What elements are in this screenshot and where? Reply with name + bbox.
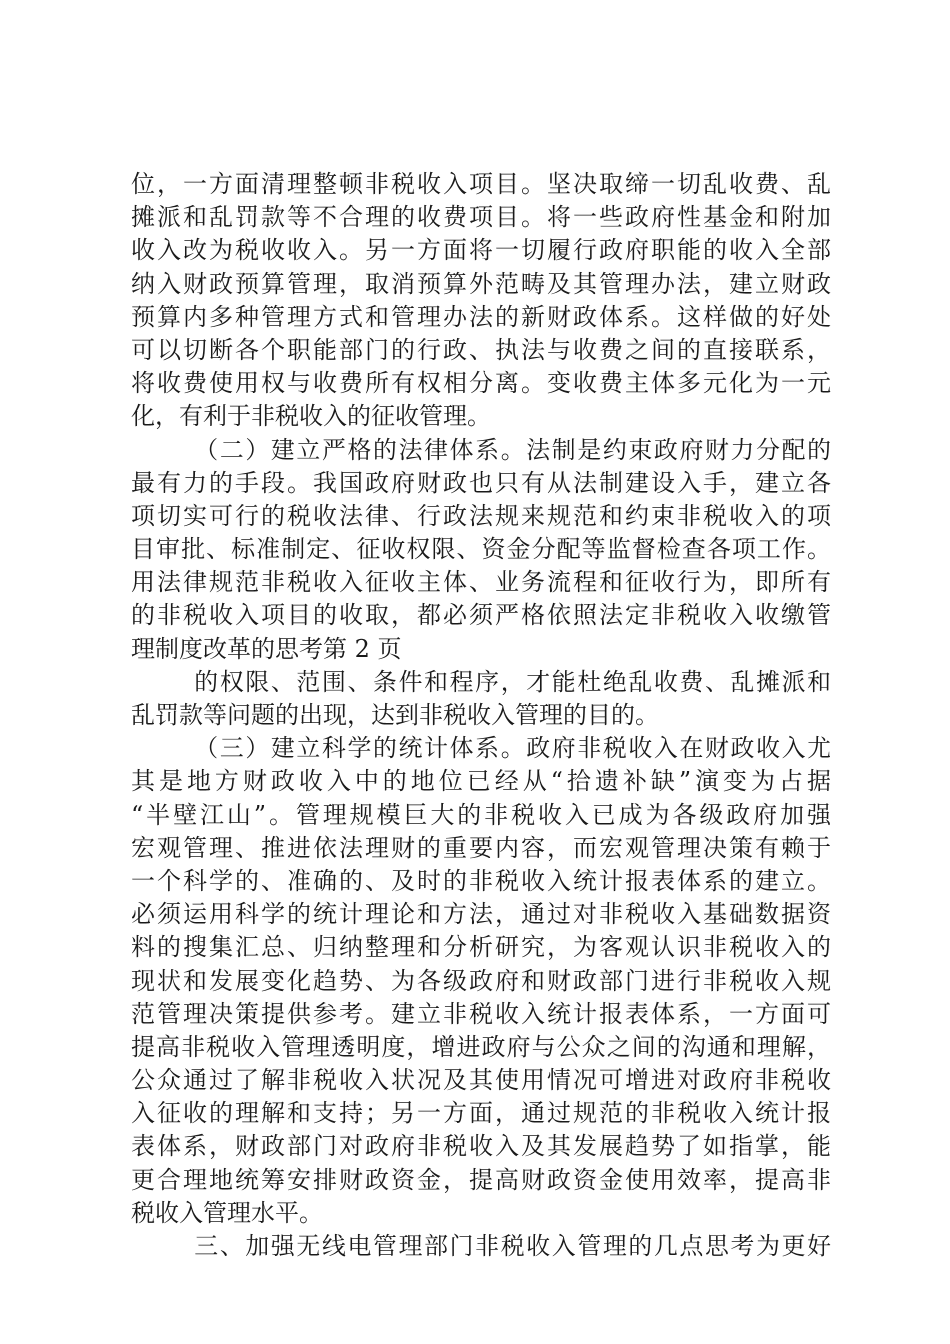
- text-line: 其是地方财政收入中的地位已经从“拾遗补缺”演变为占据: [131, 767, 831, 796]
- text-line: 的权限、范围、条件和程序，才能杜绝乱收费、乱摊派和: [194, 667, 831, 696]
- text-line: 理制度改革的思考第 2 页: [131, 634, 402, 663]
- text-line: （二）建立严格的法律体系。法制是约束政府财力分配的: [194, 435, 831, 464]
- text-line: 纳入财政预算管理，取消预算外范畴及其管理办法，建立财政: [131, 269, 831, 298]
- text-line: 项切实可行的税收法律、行政法规来规范和约束非税收入的项: [131, 501, 831, 530]
- text-line: 一个科学的、准确的、及时的非税收入统计报表体系的建立。: [131, 866, 831, 895]
- text-line: 范管理决策提供参考。建立非税收入统计报表体系，一方面可: [131, 999, 831, 1028]
- text-line: 提高非税收入管理透明度，增进政府与公众之间的沟通和理解，: [131, 1032, 831, 1061]
- text-line: 最有力的手段。我国政府财政也只有从法制建设入手，建立各: [131, 468, 831, 497]
- text-line: 乱罚款等问题的出现，达到非税收入管理的目的。: [131, 701, 659, 729]
- text-line: 将收费使用权与收费所有权相分离。变收费主体多元化为一元: [131, 369, 831, 398]
- body-text: [131, 168, 831, 1263]
- text-line: 宏观管理、推进依法理财的重要内容，而宏观管理决策有赖于: [131, 833, 831, 862]
- text-line: 可以切断各个职能部门的行政、执法与收费之间的直接联系，: [131, 335, 831, 364]
- text-line: 位，一方面清理整顿非税收入项目。坚决取缔一切乱收费、乱: [131, 170, 831, 198]
- text-line: “半壁江山”。管理规模巨大的非税收入已成为各级政府加强: [131, 800, 831, 829]
- text-line: 预算内多种管理方式和管理办法的新财政体系。这样做的好处: [131, 302, 831, 331]
- text-line: 三、加强无线电管理部门非税收入管理的几点思考为更好: [194, 1232, 831, 1260]
- text-line: 收入改为税收收入。另一方面将一切履行政府职能的收入全部: [131, 236, 831, 265]
- text-line: 表体系，财政部门对政府非税收入及其发展趋势了如指掌，能: [131, 1132, 831, 1161]
- text-line: 目审批、标准制定、征收权限、资金分配等监督检查各项工作。: [131, 535, 831, 564]
- text-line: 的非税收入项目的收取，都必须严格依照法定非税收入收缴管: [131, 601, 831, 630]
- text-line: 公众通过了解非税收入状况及其使用情况可增进对政府非税收: [131, 1066, 831, 1095]
- text-line: 现状和发展变化趋势、为各级政府和财政部门进行非税收入规: [131, 966, 831, 995]
- text-line: 化，有利于非税收入的征收管理。: [131, 402, 491, 431]
- text-line: 税收入管理水平。: [131, 1198, 323, 1227]
- text-line: 摊派和乱罚款等不合理的收费项目。将一些政府性基金和附加: [131, 203, 831, 232]
- text-line: 更合理地统筹安排财政资金，提高财政资金使用效率，提高非: [131, 1165, 831, 1194]
- text-line: 料的搜集汇总、归纳整理和分析研究，为客观认识非税收入的: [131, 933, 831, 962]
- text-line: 必须运用科学的统计理论和方法，通过对非税收入基础数据资: [131, 900, 831, 929]
- text-line: 用法律规范非税收入征收主体、业务流程和征收行为，即所有: [131, 568, 831, 597]
- text-line: （三）建立科学的统计体系。政府非税收入在财政收入尤: [194, 734, 831, 763]
- text-line: 入征收的理解和支持；另一方面，通过规范的非税收入统计报: [131, 1099, 831, 1128]
